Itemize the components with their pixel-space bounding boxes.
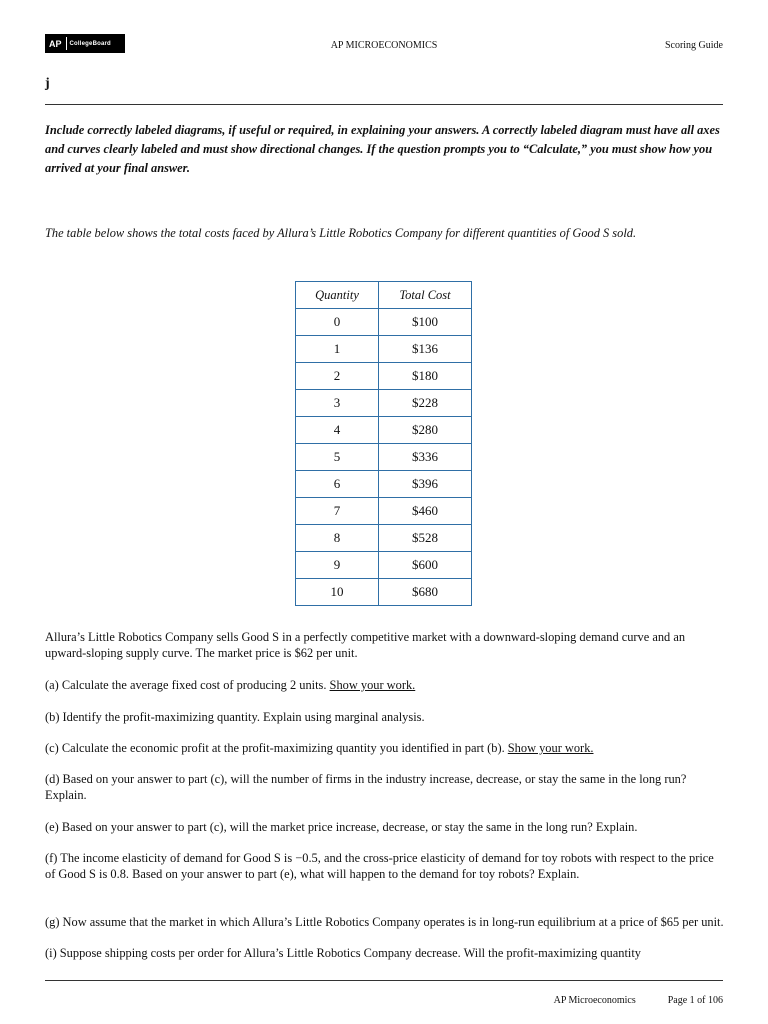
table-row xyxy=(296,444,472,471)
question-f: (f) The income elasticity of demand for Good S is −0.5, and the cross-price elasticity of demand for toy robots with respect to the price of Good S is 0.8. Based on your answer to part (e), what will happen to the demand for toy robots? Explain. xyxy=(45,851,714,881)
total-cost-cell: $336 xyxy=(379,444,472,471)
question-g-i: (i) Suppose shipping costs per order for Allura’s Little Robotics Company decrease. Will the profit-maximizing quantity xyxy=(45,946,641,960)
question-g: (g) Now assume that the market in which Allura’s Little Robotics Company operates is in long-run equilibrium at a price of $65 per unit. xyxy=(45,915,724,929)
total-cost-cell: $136 xyxy=(379,336,472,363)
quantity-cell: 5 xyxy=(296,444,379,471)
footer-page-number: Page 1 of 106 xyxy=(667,995,723,1006)
total-cost-cell: $600 xyxy=(379,552,472,579)
table-row xyxy=(296,336,472,363)
footer-course: AP Microeconomics xyxy=(553,995,636,1006)
table-row xyxy=(296,525,472,552)
quantity-cell: 2 xyxy=(296,363,379,390)
table-row xyxy=(296,498,472,525)
quantity-cell: 10 xyxy=(296,579,379,606)
total-cost-cell: $396 xyxy=(379,471,472,498)
question-b: (b) Identify the profit-maximizing quantity. Explain using marginal analysis. xyxy=(45,710,425,724)
quantity-cell: 0 xyxy=(296,309,379,336)
question-e: (e) Based on your answer to part (c), will the market price increase, decrease, or stay the same in the long run? Explain. xyxy=(45,820,638,834)
market-description: Allura’s Little Robotics Company sells Good S in a perfectly competitive market with a downward-sloping demand curve and an upward-sloping supply curve. The market price is $62 per unit. xyxy=(45,630,686,660)
column-header-quantity: Quantity xyxy=(296,282,379,309)
table-intro: The table below shows the total costs faced by Allura’s Little Robotics Company for different quantities of Good S sold. xyxy=(45,226,637,240)
page-header xyxy=(45,34,723,58)
table-row xyxy=(296,390,472,417)
instructions-paragraph: Include correctly labeled diagrams, if useful or required, in explaining your answers. A correctly labeled diagram must have all axes and curves clearly labeled and must show directional changes. If the question prompts you to “Calculate,” you must show how you arrived at your final answer. xyxy=(45,123,720,175)
table-row xyxy=(296,579,472,606)
quantity-cell: 3 xyxy=(296,390,379,417)
show-work-c: Show your work. xyxy=(507,741,594,755)
show-work-a: Show your work. xyxy=(329,678,416,692)
column-header-total-cost: Total Cost xyxy=(379,282,472,309)
question-c xyxy=(45,740,725,756)
table-row xyxy=(296,552,472,579)
header-doc-type: Scoring Guide xyxy=(664,40,723,51)
total-cost-cell: $280 xyxy=(379,417,472,444)
total-cost-cell: $228 xyxy=(379,390,472,417)
question-a-text: (a) Calculate the average fixed cost of producing 2 units. xyxy=(45,678,330,692)
quantity-cell: 9 xyxy=(296,552,379,579)
total-cost-cell: $180 xyxy=(379,363,472,390)
cost-table xyxy=(295,281,472,606)
question-c-text: (c) Calculate the economic profit at the profit-maximizing quantity you identified in part (b). xyxy=(45,741,508,755)
footer-divider xyxy=(45,980,723,981)
table-row xyxy=(296,363,472,390)
table-header-row xyxy=(296,282,472,309)
logo-ap-text: AP xyxy=(49,38,62,49)
quantity-cell: 7 xyxy=(296,498,379,525)
quantity-cell: 8 xyxy=(296,525,379,552)
header-course-title: AP MICROECONOMICS xyxy=(330,40,438,51)
total-cost-cell: $460 xyxy=(379,498,472,525)
total-cost-cell: $528 xyxy=(379,525,472,552)
logo-brand-text: CollegeBoard xyxy=(69,40,111,47)
question-d: (d) Based on your answer to part (c), will the number of firms in the industry increase, decrease, or stay the same in the long run? Explain. xyxy=(45,772,687,802)
question-a xyxy=(45,677,725,693)
table-row xyxy=(296,471,472,498)
section-mark: j xyxy=(45,76,50,91)
header-divider xyxy=(45,104,723,105)
quantity-cell: 6 xyxy=(296,471,379,498)
quantity-cell: 1 xyxy=(296,336,379,363)
total-cost-cell: $680 xyxy=(379,579,472,606)
table-row xyxy=(296,309,472,336)
table-row xyxy=(296,417,472,444)
total-cost-cell: $100 xyxy=(379,309,472,336)
page-footer xyxy=(554,995,723,1006)
quantity-cell: 4 xyxy=(296,417,379,444)
